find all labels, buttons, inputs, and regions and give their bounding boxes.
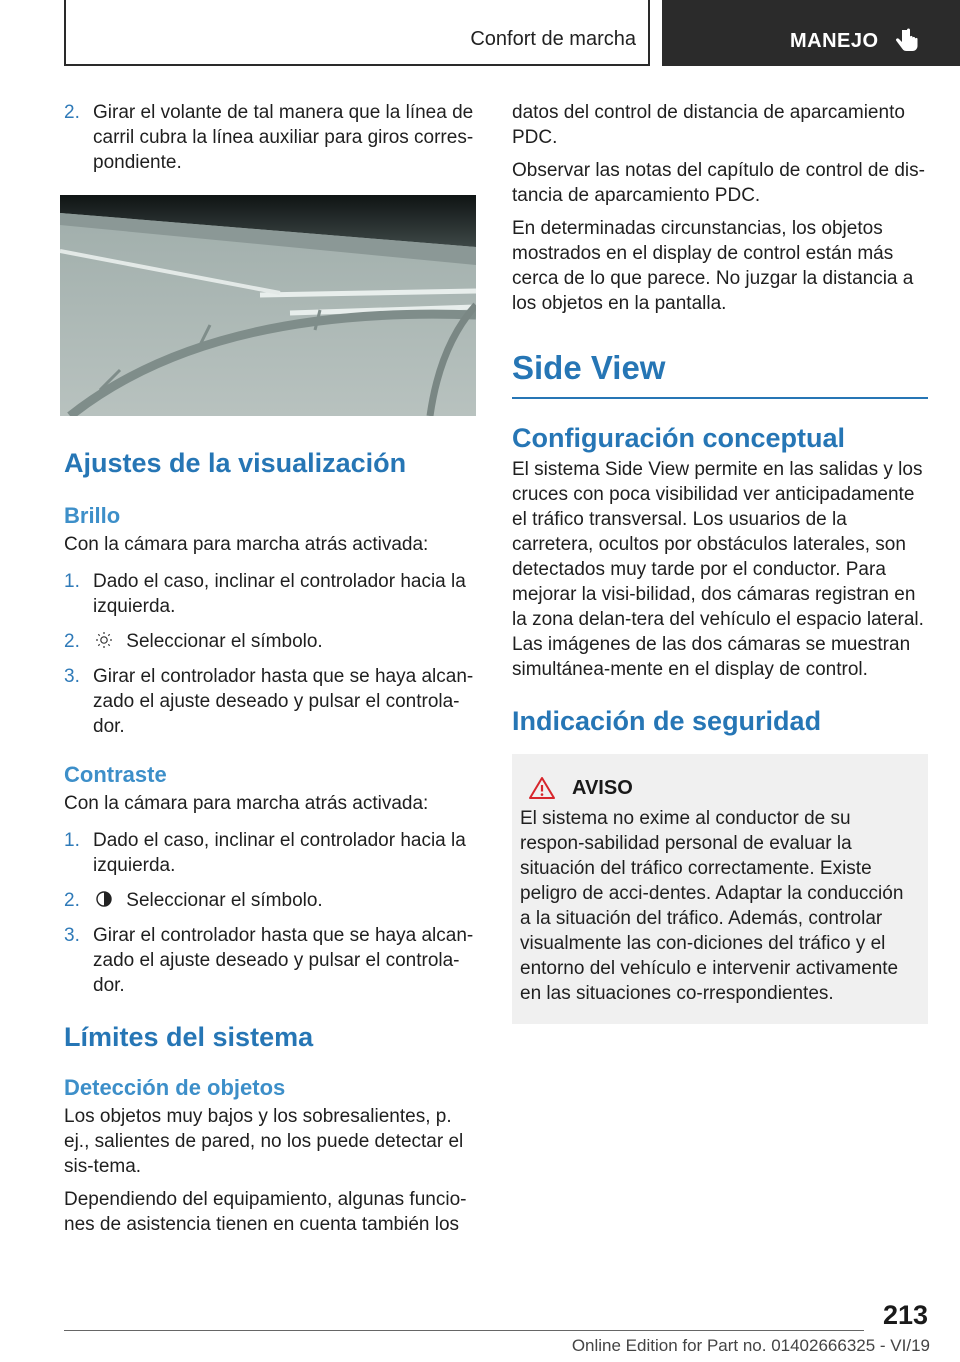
step-text: Dado el caso, inclinar el controlador hacia la izquierda. [93, 830, 466, 876]
step-text: Seleccionar el símbolo. [126, 631, 323, 652]
subheading-contrast: Contraste [64, 762, 167, 787]
step-number: 2. [64, 631, 80, 652]
warning-title: AVISO [572, 776, 633, 799]
list-item [64, 888, 476, 913]
title-rule [512, 397, 928, 399]
list-item [64, 569, 476, 619]
brightness-icon [93, 631, 115, 649]
header-divider [648, 0, 650, 66]
list-item [64, 100, 476, 175]
detection-paragraph-1: Los objetos muy bajos y los sobresalientes, p. ej., salientes de pared, no los puede detectar el sis-tema. [64, 1106, 464, 1177]
step-text: Girar el volante de tal manera que la línea de carril cubra la línea auxiliar para giros corres-pondiente. [93, 102, 474, 173]
rear-camera-photo [60, 195, 476, 416]
step-text: Seleccionar el símbolo. [126, 890, 323, 911]
continued-steps [64, 100, 476, 175]
header-left-border [64, 0, 66, 66]
hand-pointer-icon [892, 26, 922, 56]
footer-rule [64, 1330, 864, 1331]
continued-paragraph: datos del control de distancia de aparcamiento PDC. [512, 102, 905, 148]
distance-note-paragraph: En determinadas circunstancias, los objetos mostrados en el display de control están más cerca de lo que parece. No juzgar la distancia a los objetos en la pantalla. [512, 218, 914, 314]
step-number: 3. [64, 666, 80, 687]
section-heading-system-limits: Límites del sistema [64, 1022, 314, 1052]
contrast-intro: Con la cámara para marcha atrás activada: [64, 793, 429, 814]
step-text: Dado el caso, inclinar el controlador hacia la izquierda. [93, 571, 466, 617]
contrast-steps [64, 828, 476, 998]
brightness-steps [64, 569, 476, 739]
header-rule [64, 64, 650, 66]
right-column [512, 100, 928, 1024]
brightness-intro: Con la cámara para marcha atrás activada: [64, 534, 429, 555]
warning-box [512, 754, 928, 1024]
list-item [64, 923, 476, 998]
warning-text: El sistema no exime al conductor de su respon-sabilidad personal de evaluar la situación del tráfico correctamente. Existe peligro de acci-dentes. Adaptar la conducción a la situación del tráfico. Además, controlar visualmente las con-diciones del tráfico y el entorno del vehículo e intervenir activamente en las situaciones co-rrespondientes. [520, 808, 904, 1004]
contrast-icon [93, 890, 115, 908]
list-item [64, 664, 476, 739]
detection-paragraph-2: Dependiendo del equipamiento, algunas funcio-nes de asistencia tienen en cuenta también los [64, 1189, 467, 1235]
warning-triangle-icon [528, 776, 556, 800]
warning-header [520, 776, 918, 800]
chapter-title-side-view: Side View [512, 349, 666, 386]
step-number: 2. [64, 102, 80, 123]
step-number: 3. [64, 925, 80, 946]
subheading-brightness: Brillo [64, 503, 121, 528]
left-column [64, 100, 476, 1237]
subheading-object-detection: Detección de objetos [64, 1075, 286, 1100]
step-number: 1. [64, 830, 80, 851]
step-text: Girar el controlador hasta que se haya alcan-zado el ajuste deseado y pulsar el controla-dor. [93, 925, 474, 996]
header-section-title: Confort de marcha [470, 28, 636, 50]
page-number: 213 [882, 1300, 928, 1330]
chapter-tab-label: MANEJO [790, 30, 879, 52]
list-item [64, 629, 476, 654]
step-number: 2. [64, 890, 80, 911]
footer-edition: Online Edition for Part no. 01402666325 - VI/19 [571, 1336, 930, 1355]
pdc-note-paragraph: Observar las notas del capítulo de control de dis-tancia de aparcamiento PDC. [512, 160, 925, 206]
section-heading-display-settings: Ajustes de la visualización [64, 448, 407, 478]
step-text: Girar el controlador hasta que se haya alcan-zado el ajuste deseado y pulsar el controla-dor. [93, 666, 474, 737]
section-heading-safety: Indicación de seguridad [512, 706, 822, 736]
concept-paragraph: El sistema Side View permite en las salidas y los cruces con poca visibilidad ver anticipadamente el tráfico transversal. Los usuarios de la carretera, ocultos por obstáculos laterales, son detectados muy tarde por el conductor. Para mejorar la visi-bilidad, dos cámaras registran en la zona delan-tera del vehículo el espacio lateral. Las imágenes de las dos cámaras se muestran simultánea-mente en el display de control. [512, 459, 924, 680]
step-number: 1. [64, 571, 80, 592]
list-item [64, 828, 476, 878]
section-heading-concept: Configuración conceptual [512, 423, 846, 453]
